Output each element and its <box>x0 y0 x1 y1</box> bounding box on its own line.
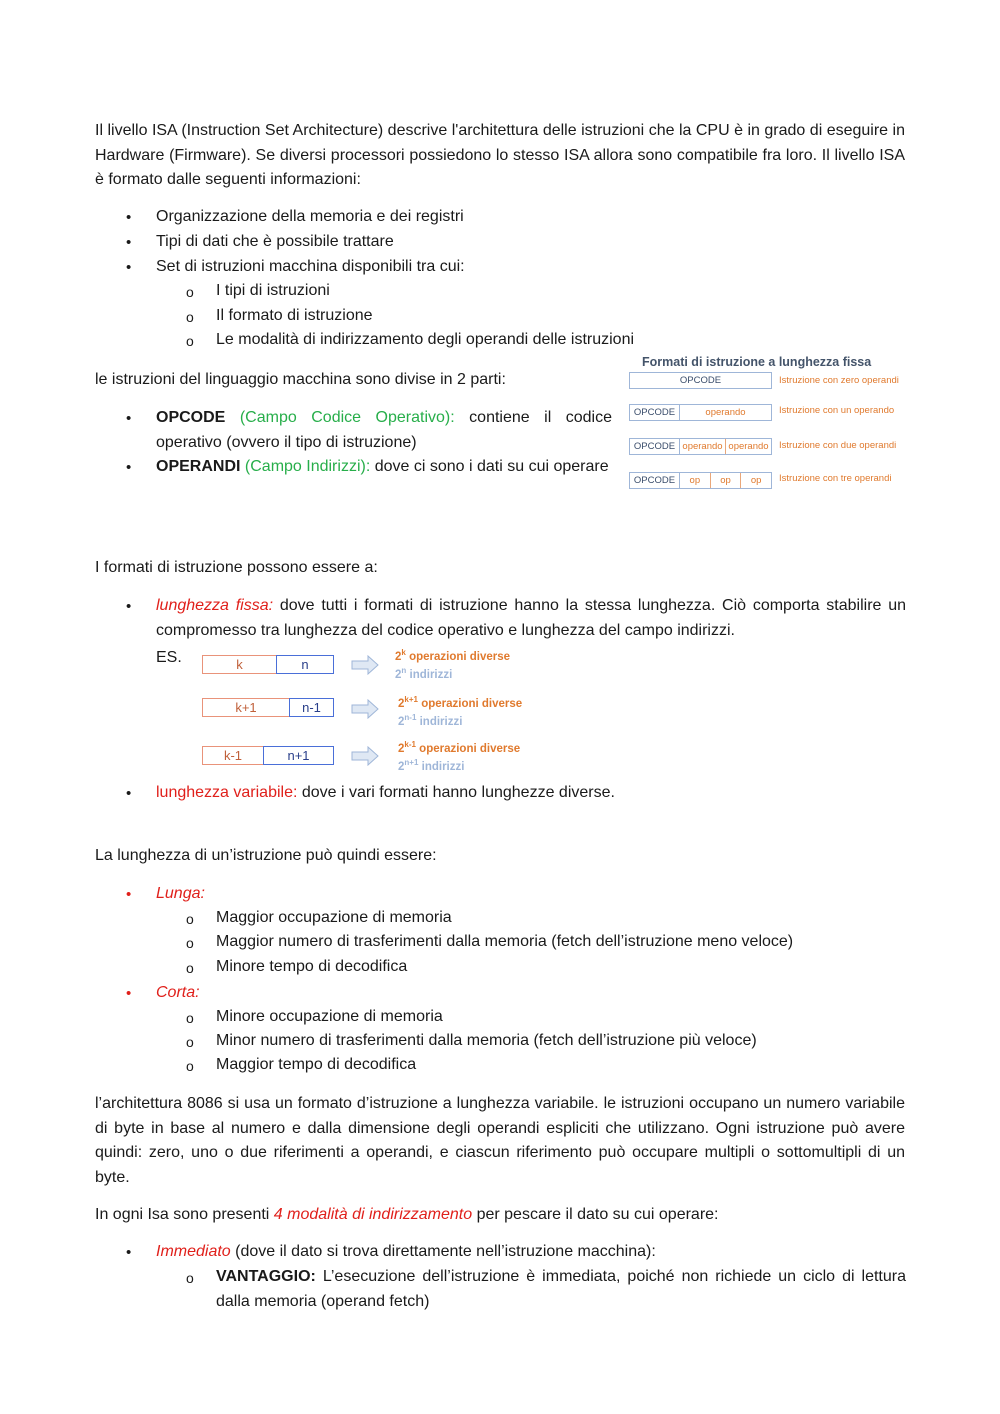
addressing-lead-pre: In ogni Isa sono presenti <box>95 1206 270 1223</box>
sub-list-item: Maggior tempo di decodifica <box>216 1056 417 1073</box>
opcode-field: OPCODE <box>630 405 680 420</box>
operations-label: 2$^k$ operazioni diverse <box>395 648 511 663</box>
addresses-label: $2^{n+1}$ indirizzi <box>398 758 465 773</box>
sub-list-item: Minore occupazione di memoria <box>216 1008 443 1025</box>
bullet-icon: • <box>126 410 132 427</box>
addressing-lead <box>95 1203 905 1228</box>
operations-label: 2$^{k-1}$ operazioni diverse <box>398 740 521 755</box>
operand-field: op <box>750 475 762 486</box>
intro-paragraph: Il livello ISA (Instruction Set Architecture) descrive l'architettura delle istruzioni che la CPU è in grado di eseguire in Hardware (Firmware). Se diversi processori possiedono lo stesso ISA allora sono compatibile fra loro. Il livello ISA è formato dalle seguenti informazioni: <box>95 122 905 188</box>
list-item: Set di istruzioni macchina disponibili tra cui: <box>156 258 465 275</box>
circle-bullet-icon: o <box>186 935 194 951</box>
bullet-icon: • <box>126 886 132 903</box>
length-lead: La lunghezza di un’istruzione può quindi essere: <box>95 847 437 864</box>
circle-bullet-icon: o <box>186 1010 194 1026</box>
bullet-icon: • <box>126 1244 132 1261</box>
format-box-zero <box>629 372 772 389</box>
sub-list-item: I tipi di istruzioni <box>216 282 330 299</box>
circle-bullet-icon: o <box>186 1034 194 1050</box>
arch-paragraph: l’architettura 8086 si usa un formato d’istruzione a lunghezza variabile. le istruzioni occupano un numero variabile di byte in base al numero e dalla dimensione degli operandi espliciti che utilizzano. Ogni istruzione può avere quindi: zero, uno o due riferimenti a operandi, e ciascun riferimento può occupare multipli o sottomultipli di un byte. <box>95 1095 905 1186</box>
format-box-one <box>629 404 772 421</box>
variable-label: lunghezza variabile: <box>156 784 298 801</box>
circle-bullet-icon: o <box>186 333 194 349</box>
opcode-paren: (Campo Codice Operativo): <box>239 409 455 426</box>
format-box-two <box>629 438 772 455</box>
operand-field: operando <box>680 439 726 454</box>
opcode-field: OPCODE <box>630 439 680 454</box>
opcode-field: OPCODE <box>630 473 680 488</box>
sub-list-item: Minor numero di trasferimenti dalla memoria (fetch dell’istruzione più veloce) <box>216 1032 757 1049</box>
vantaggio-desc: L’esecuzione dell’istruzione è immediata, poiché non richiede un ciclo di lettura dalla memoria (operand fetch) <box>216 1268 906 1310</box>
n-field: n-1 <box>289 698 334 717</box>
sub-list-item: Minore tempo di decodifica <box>216 958 408 975</box>
bullet-icon: • <box>126 234 132 251</box>
operand-field: operando <box>728 441 769 452</box>
k-field: k-1 <box>202 746 264 765</box>
right-arrow-icon <box>351 746 379 766</box>
addresses-label: 2$^{n-1}$ indirizzi <box>398 713 463 728</box>
list-item: Organizzazione della memoria e dei registri <box>156 208 464 225</box>
k-field: k <box>202 655 277 674</box>
bullet-icon: • <box>126 209 132 226</box>
circle-bullet-icon: o <box>186 960 194 976</box>
circle-bullet-icon: o <box>186 284 194 300</box>
bullet-icon: • <box>126 598 132 615</box>
fixed-desc: dove tutti i formati di istruzione hanno la stessa lunghezza. Ciò comporta stabilire un compromesso tra lunghezza del codice operativo e lunghezza del campo indirizzi. <box>156 597 907 639</box>
circle-bullet-icon: o <box>186 1270 194 1286</box>
addresses-label: 2$^n$ indirizzi <box>395 666 453 681</box>
circle-bullet-icon: o <box>186 309 194 325</box>
bullet-icon: • <box>126 259 132 276</box>
operandi-item <box>156 455 612 480</box>
opcode-desc: contiene il codice operativo (ovvero il tipo di istruzione) <box>156 409 612 451</box>
lunga-label: Lunga: <box>156 885 205 902</box>
opcode-field: OPCODE <box>679 375 722 386</box>
corta-label: Corta: <box>156 984 200 1001</box>
sub-list-item: Il formato di istruzione <box>216 307 373 324</box>
parts-lead: le istruzioni del linguaggio macchina sono divise in 2 parti: <box>95 371 506 388</box>
circle-bullet-icon: o <box>186 1058 194 1074</box>
sub-list-item: Maggior numero di trasferimenti dalla memoria (fetch dell’istruzione meno veloce) <box>216 933 794 950</box>
bullet-icon: • <box>126 459 132 476</box>
operand-field: op <box>680 473 711 488</box>
format-caption: Istruzione con un operando <box>779 405 895 416</box>
format-caption: Istruzione con zero operandi <box>779 375 899 386</box>
opcode-label: OPCODE <box>156 409 226 426</box>
operations-label: $2^{k+1}$ operazioni diverse <box>398 695 523 710</box>
opcode-item <box>156 406 612 455</box>
format-box-three <box>629 472 772 489</box>
n-field: n+1 <box>263 746 334 765</box>
variable-desc: dove i vari formati hanno lunghezze diverse. <box>301 784 615 801</box>
vantaggio-label: VANTAGGIO: <box>216 1268 316 1285</box>
sub-list-item: Maggior occupazione di memoria <box>216 909 452 926</box>
immediato-item <box>156 1240 906 1265</box>
list-item: Tipi di dati che è possibile trattare <box>156 233 394 250</box>
operandi-paren: (Campo Indirizzi): <box>244 458 371 475</box>
immediato-label: Immediato <box>156 1243 231 1260</box>
fixed-length-item <box>156 594 906 643</box>
immediato-desc: (dove il dato si trova direttamente nell’istruzione macchina): <box>235 1243 656 1260</box>
n-field: n <box>276 655 334 674</box>
format-caption: Istruzione con due operandi <box>779 440 897 451</box>
sub-list-item: Le modalità di indirizzamento degli operandi delle istruzioni <box>216 331 635 348</box>
right-arrow-icon <box>351 655 379 675</box>
k-field: k+1 <box>202 698 290 717</box>
vantaggio-item <box>216 1265 906 1314</box>
addressing-lead-em: 4 modalità di indirizzamento <box>273 1206 473 1223</box>
es-label: ES. <box>156 649 182 666</box>
operand-field: op <box>711 473 742 488</box>
variable-length-item <box>156 781 906 806</box>
fixed-label: lunghezza fissa: <box>156 597 274 614</box>
circle-bullet-icon: o <box>186 911 194 927</box>
operandi-label: OPERANDI <box>156 458 241 475</box>
bullet-icon: • <box>126 785 132 802</box>
format-caption: Istruzione con tre operandi <box>779 473 892 484</box>
figure-title: Formati di istruzione a lunghezza fissa <box>642 355 872 369</box>
right-arrow-icon <box>351 699 379 719</box>
formats-lead: I formati di istruzione possono essere a: <box>95 559 378 576</box>
operandi-desc: dove ci sono i dati su cui operare <box>374 458 609 475</box>
addressing-lead-post: per pescare il dato su cui operare: <box>476 1206 719 1223</box>
operand-field: operando <box>705 407 746 418</box>
bullet-icon: • <box>126 985 132 1002</box>
